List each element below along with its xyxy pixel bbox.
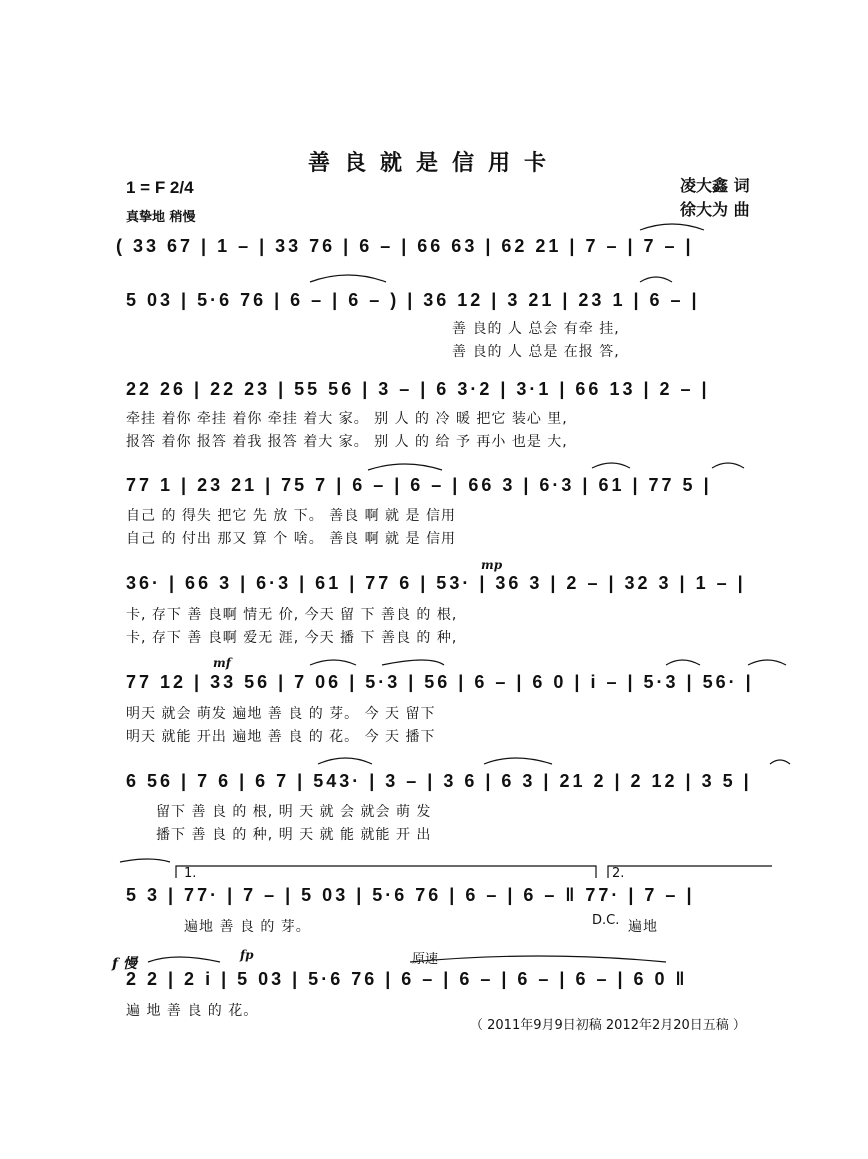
system-4-notes: 77 1 | 23 21 | 75 7 | 6 – | 6 – | 66 3 | 6·3 | 61 | 77 5 |: [126, 475, 712, 495]
volta-1-bracket: [176, 866, 596, 878]
tempo-marking: 真挚地 稍慢: [126, 210, 196, 225]
a-tempo-mark: 原速: [412, 952, 439, 967]
slur-system-6b: [382, 660, 444, 665]
volta-2-bracket: [608, 866, 772, 878]
system-5-lyrics-verse-2: 卡, 存下 善 良啊 爱无 涯, 今天 播 下 善良 的 种,: [126, 630, 458, 646]
slur-system-9a: [148, 957, 220, 962]
system-7-notes: 6 56 | 7 6 | 6 7 | 543· | 3 – | 3 6 | 6 3 | 21 2 | 2 12 | 3 5 |: [126, 771, 752, 791]
dynamic-mp: mp: [481, 558, 503, 572]
tie-system-2a: [310, 275, 386, 282]
system-4-lyrics-verse-2: 自己 的 付出 那又 算 个 啥。 善良 啊 就 是 信用: [126, 531, 456, 547]
system-1-notes: ( 33 67 | 1 – | 33 76 | 6 – | 66 63 | 62 21 | 7 – | 7 – |: [116, 236, 694, 256]
system-5-notes: 36· | 66 3 | 6·3 | 61 | 77 6 | 53· | 36 3 | 2 – | 32 3 | 1 – |: [126, 573, 746, 593]
system-5-lyrics-verse-1: 卡, 存下 善 良啊 情无 价, 今天 留 下 善良 的 根,: [126, 607, 458, 623]
da-capo-lyric: 遍地: [628, 919, 658, 935]
song-title: 善良就是信用卡: [307, 150, 560, 176]
system-4-lyrics-verse-1: 自己 的 得失 把它 先 放 下。 善良 啊 就 是 信用: [126, 508, 456, 524]
system-8-notes: 5 3 | 77· | 7 – | 5 03 | 5·6 76 | 6 – | 6 – ‖ 77· | 7 – |: [126, 885, 695, 905]
dynamic-mf: mf: [213, 656, 231, 670]
slur-system-7a: [318, 758, 372, 764]
slur-system-7b: [484, 758, 552, 764]
slur-system-9b: [410, 956, 666, 962]
tie-system-8: [120, 859, 170, 862]
dynamic-fp: fp: [240, 948, 254, 962]
system-9-lyrics: 遍 地 善 良 的 花。: [126, 1003, 259, 1019]
tie-system-1: [640, 224, 704, 230]
system-7-lyrics-verse-2: 播下 善 良 的 种, 明 天 就 能 就能 开 出: [156, 827, 432, 843]
system-9-notes: 2 2 | 2 i | 5 03 | 5·6 76 | 6 – | 6 – | 6 – | 6 – | 6 0 ‖: [126, 969, 688, 989]
key-signature: 1 = F 2/4: [126, 178, 194, 197]
lyricist-credit: 凌大鑫 词: [680, 176, 750, 195]
system-6-notes: 77 12 | 33 56 | 7 06 | 5·3 | 56 | 6 – | 6 0 | i – | 5·3 | 56· |: [126, 672, 754, 692]
volta-2-label: 2.: [612, 866, 625, 881]
slur-system-7c: [770, 760, 790, 764]
slur-system-6c: [666, 660, 700, 665]
slur-system-6a: [310, 660, 356, 665]
system-2-notes: 5 03 | 5·6 76 | 6 – | 6 – ) | 36 12 | 3 21 | 23 1 | 6 – |: [126, 290, 700, 310]
system-6-lyrics-verse-2: 明天 就能 开出 遍地 善 良 的 花。 今 天 播下: [126, 729, 436, 745]
system-8-lyrics: 遍地 善 良 的 芽。: [184, 919, 311, 935]
da-capo-mark: D.C.: [592, 913, 620, 928]
tie-system-4b: [592, 463, 630, 468]
tie-system-4c: [712, 463, 744, 468]
system-3-notes: 22 26 | 22 23 | 55 56 | 3 – | 6 3·2 | 3·1 | 66 13 | 2 – |: [126, 379, 710, 399]
system-6-lyrics-verse-1: 明天 就会 萌发 遍地 善 良 的 芽。 今 天 留下: [126, 706, 436, 722]
system-3-lyrics-verse-2: 报答 着你 报答 着我 报答 着大 家。 别 人 的 给 予 再小 也是 大,: [126, 434, 568, 450]
composer-credit: 徐大为 曲: [680, 200, 750, 219]
system-2-lyrics-verse-2: 善 良的 人 总是 在报 答,: [452, 344, 620, 360]
draft-date-note: （ 2011年9月9日初稿 2012年2月20日五稿 ）: [470, 1018, 746, 1033]
system-3-lyrics-verse-1: 牵挂 着你 牵挂 着你 牵挂 着大 家。 别 人 的 冷 暖 把它 装心 里,: [126, 411, 568, 427]
system-2-lyrics-verse-1: 善 良的 人 总会 有牵 挂,: [452, 321, 620, 337]
volta-1-label: 1.: [184, 866, 197, 881]
system-7-lyrics-verse-1: 留下 善 良 的 根, 明 天 就 会 就会 萌 发: [156, 804, 432, 820]
dynamic-f-slow: f 慢: [112, 956, 137, 972]
tie-system-2b: [640, 277, 672, 282]
slur-system-6d: [748, 660, 786, 665]
tie-system-4a: [368, 464, 442, 470]
